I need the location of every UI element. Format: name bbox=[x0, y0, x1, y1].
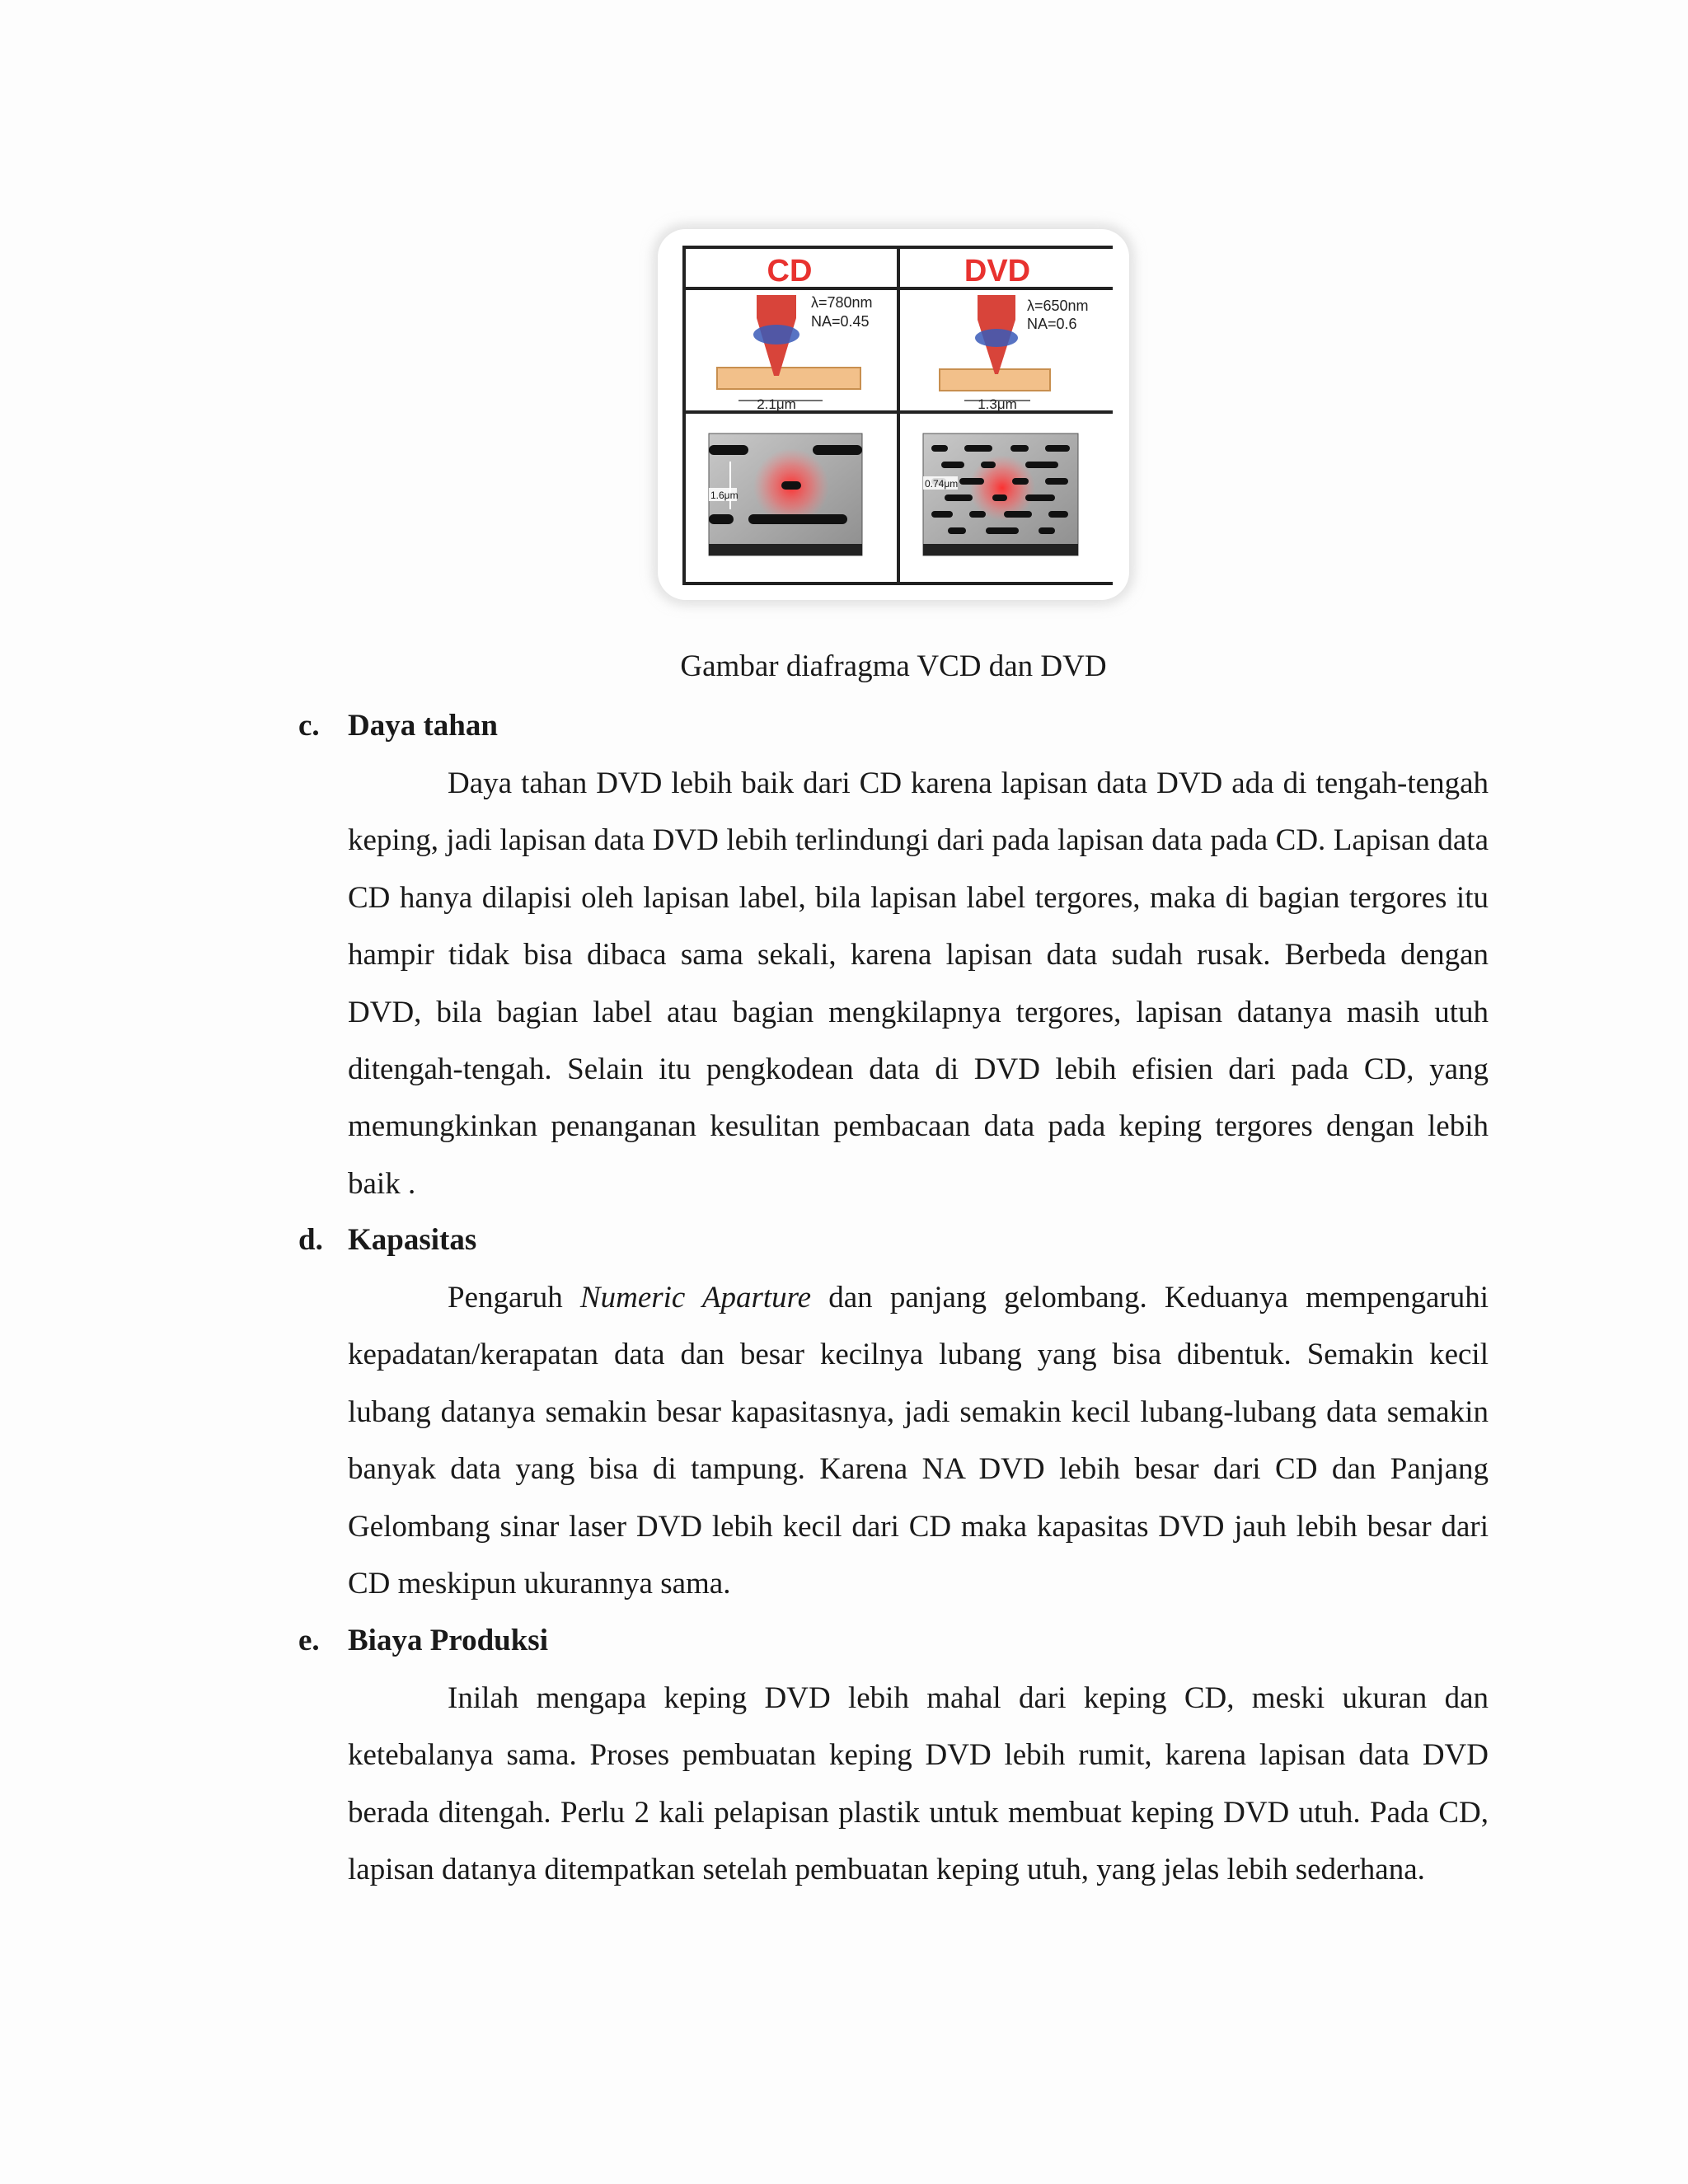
section-c-title: Daya tahan bbox=[348, 709, 498, 743]
section-d-text-start: Pengaruh bbox=[448, 1281, 580, 1315]
section-c-letter: c. bbox=[298, 709, 320, 743]
cd-dvd-diagram-svg bbox=[658, 229, 1129, 600]
section-e-letter: e. bbox=[298, 1624, 320, 1657]
cd-na-label: NA=0.45 bbox=[811, 313, 870, 330]
cd-spot-size-label: 2.1μm bbox=[757, 396, 796, 412]
dvd-header: DVD bbox=[964, 254, 1031, 288]
figure-caption: Gambar diafragma VCD dan DVD bbox=[680, 649, 1107, 683]
section-d-text-rest: dan panjang gelombang. Keduanya mempengaruhi kepadatan/kerapatan data dan besar kecilnya lubang yang bisa dibentuk. Semakin kecil lubang datanya semakin besar kapasitasnya, jadi semakin kecil lubang-lubang data semakin banyak data yang bisa di tampung. Karena NA DVD lebih besar dari CD dan Panjang Gelombang sinar laser DVD lebih kecil dari CD maka kapasitas DVD jauh lebih besar dari CD meskipun ukurannya sama. bbox=[348, 1281, 1489, 1601]
cd-header: CD bbox=[767, 254, 813, 288]
cd-optics-illustration bbox=[717, 294, 873, 412]
dvd-pit-micrograph bbox=[923, 434, 1078, 555]
dvd-na-label: NA=0.6 bbox=[1027, 316, 1077, 332]
section-e-paragraph: Inilah mengapa keping DVD lebih mahal dari keping CD, meski ukuran dan ketebalanya sama. Proses pembuatan keping DVD lebih rumit, karena lapisan data DVD berada ditengah. Perlu 2 kali pelapisan plastik untuk membuat keping DVD utuh. Pada CD, lapisan datanya ditempatkan setelah pembuatan keping utuh, yang jelas lebih sederhana. bbox=[348, 1681, 1489, 1887]
section-c-heading bbox=[298, 707, 498, 745]
cd-lens bbox=[753, 325, 799, 344]
section-d-title: Kapasitas bbox=[348, 1223, 477, 1257]
figure-cd-dvd-diagram bbox=[658, 229, 1129, 600]
cd-wavelength-label: λ=780nm bbox=[811, 294, 873, 311]
section-d-paragraph bbox=[348, 1269, 1489, 1612]
dvd-lens bbox=[975, 329, 1018, 347]
cd-disc-layer bbox=[717, 368, 860, 389]
section-e-title: Biaya Produksi bbox=[348, 1624, 548, 1657]
dvd-optics-illustration bbox=[940, 295, 1089, 412]
dvd-wavelength-label: λ=650nm bbox=[1027, 298, 1089, 314]
section-d-term-italic: Numeric Aparture bbox=[579, 1281, 812, 1315]
section-d-heading bbox=[298, 1221, 476, 1259]
cd-pit-micrograph bbox=[709, 434, 862, 555]
dvd-pitch-label: 0.74μm bbox=[925, 478, 959, 490]
cd-pitch-label: 1.6μm bbox=[710, 490, 738, 501]
section-e-heading bbox=[298, 1622, 548, 1660]
section-d-letter: d. bbox=[298, 1223, 323, 1257]
section-c-paragraph: Daya tahan DVD lebih baik dari CD karena lapisan data DVD ada di tengah-tengah keping, jadi lapisan data DVD lebih terlindungi dari pada lapisan data pada CD. Lapisan data CD hanya dilapisi oleh lapisan label, bila lapisan label tergores, maka di bagian tergores itu hampir tidak bisa dibaca sama sekali, karena lapisan data sudah rusak. Berbeda dengan DVD, bila bagian label atau bagian mengkilapnya tergores, lapisan datanya masih utuh ditengah-tengah. Selain itu pengkodean data di DVD lebih efisien dari pada CD, yang memungkinkan penanganan kesulitan pembacaan data pada keping tergores dengan lebih baik . bbox=[348, 766, 1489, 1201]
dvd-spot-size-label: 1.3μm bbox=[978, 396, 1017, 412]
